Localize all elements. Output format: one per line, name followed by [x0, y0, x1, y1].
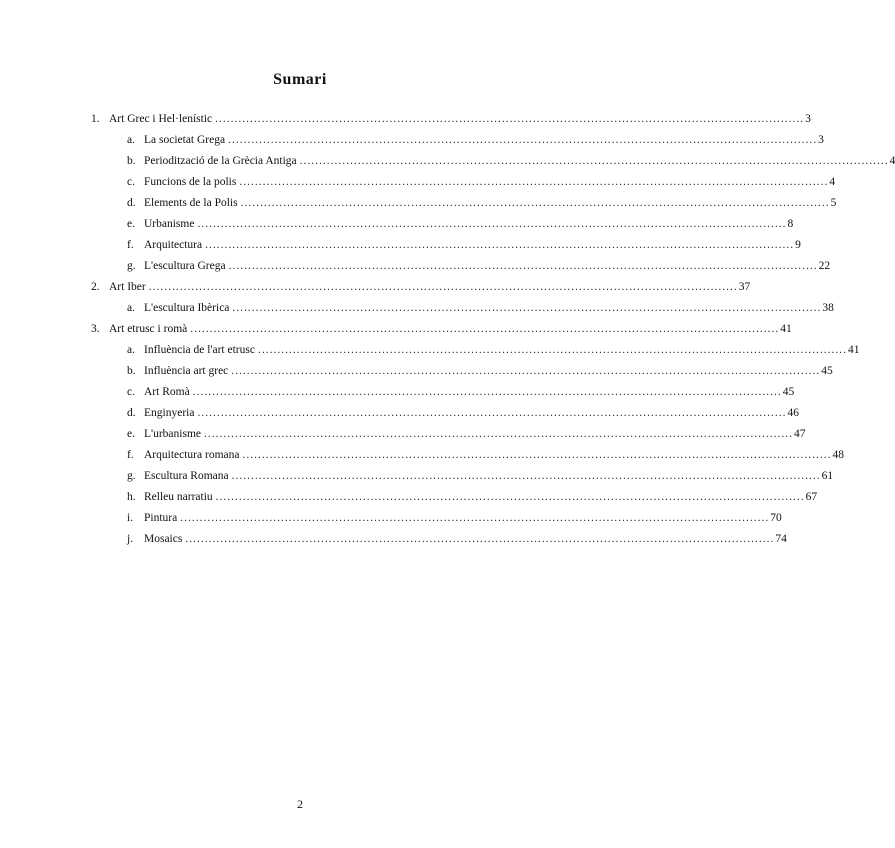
toc-subsection[interactable] — [127, 403, 799, 423]
toc-label: Funcions de la polis — [144, 176, 237, 188]
toc-subsection[interactable] — [127, 445, 844, 465]
toc-subsection[interactable] — [127, 151, 895, 171]
page-title: Sumari — [273, 71, 327, 88]
toc-marker: d. — [127, 407, 136, 419]
toc-section[interactable] — [91, 109, 811, 129]
toc-subsection[interactable] — [127, 172, 836, 192]
toc-marker: a. — [127, 302, 135, 314]
toc-page-number: 48 — [832, 449, 844, 461]
toc-label: Periodització de la Grècia Antiga — [144, 155, 297, 167]
toc-marker: i. — [127, 512, 134, 524]
toc-marker: c. — [127, 386, 135, 398]
toc-subsection[interactable] — [127, 508, 782, 528]
toc-leader: ........................................................................................................................................................ — [197, 218, 787, 230]
toc-label: Art etrusc i romà — [109, 323, 188, 335]
toc-marker: f. — [127, 239, 134, 251]
toc-page-number: 4 — [829, 176, 836, 188]
toc-page-number: 3 — [818, 134, 824, 146]
toc-marker: c. — [127, 176, 135, 188]
toc-page-number: 8 — [787, 218, 794, 230]
toc-label: Art Grec i Hel·lenístic — [109, 113, 213, 125]
toc-subsection[interactable] — [127, 361, 833, 381]
toc-leader: ........................................................................................................................................................ — [190, 323, 780, 335]
toc-subsection[interactable] — [127, 193, 837, 213]
toc-subsection[interactable] — [127, 214, 794, 234]
toc-leader: ........................................................................................................................................................ — [192, 386, 782, 398]
toc-leader: ........................................................................................................................................................ — [257, 344, 847, 356]
toc-page-number: 5 — [830, 197, 837, 209]
toc-page-number: 67 — [805, 491, 818, 503]
toc-leader: ........................................................................................................................................................ — [240, 197, 830, 209]
toc-marker: 1. — [91, 113, 100, 125]
toc-label: Pintura — [144, 512, 178, 524]
toc-label: La societat Grega — [144, 134, 226, 146]
toc-label: L'escultura Ibèrica — [144, 302, 230, 314]
toc-subsection[interactable] — [127, 487, 818, 507]
toc-leader: ........................................................................................................................................................ — [242, 449, 832, 461]
toc-leader: ........................................................................................................................................................ — [205, 239, 795, 251]
toc-marker: f. — [127, 449, 134, 461]
toc-marker: d. — [127, 197, 136, 209]
toc-page-number: 22 — [818, 260, 831, 272]
toc-page-number: 41 — [780, 323, 792, 335]
toc-marker: e. — [127, 428, 135, 440]
toc-leader: ........................................................................................................................................................ — [185, 533, 775, 545]
toc-marker: 3. — [91, 323, 100, 335]
toc-subsection[interactable] — [127, 424, 806, 444]
toc-subsection[interactable] — [127, 130, 824, 150]
toc-label: Arquitectura — [144, 239, 203, 251]
toc-subsection[interactable] — [127, 529, 787, 549]
toc-leader: ........................................................................................................................................................ — [228, 260, 818, 272]
toc-leader: ........................................................................................................................................................ — [197, 407, 787, 419]
toc-page-number: 37 — [738, 281, 751, 293]
toc-page-number: 41 — [847, 344, 860, 356]
toc-label: Enginyeria — [144, 407, 195, 419]
toc-subsection[interactable] — [127, 340, 860, 360]
toc-leader: ........................................................................................................................................................ — [204, 428, 794, 440]
toc-subsection[interactable] — [127, 298, 834, 318]
toc-leader: ........................................................................................................................................................ — [215, 491, 805, 503]
toc-label: Influència art grec — [144, 365, 229, 377]
toc-page-number: 47 — [794, 428, 806, 440]
toc-marker: a. — [127, 344, 135, 356]
toc-page-number: 38 — [822, 302, 834, 314]
toc-page-number: 70 — [770, 512, 782, 524]
toc-label: Arquitectura romana — [144, 449, 240, 461]
toc-marker: g. — [127, 260, 136, 272]
toc-label: L'escultura Grega — [144, 260, 226, 272]
toc-page-number: 9 — [795, 239, 801, 251]
toc-page-number: 61 — [821, 470, 834, 482]
toc-marker: e. — [127, 218, 135, 230]
toc-leader: ........................................................................................................................................................ — [231, 470, 821, 482]
toc-label: Elements de la Polis — [144, 197, 238, 209]
toc-leader: ........................................................................................................................................................ — [215, 113, 805, 125]
page-number: 2 — [297, 797, 303, 811]
toc-section[interactable] — [91, 319, 792, 339]
toc-page-number: 45 — [782, 386, 795, 398]
toc-label: Escultura Romana — [144, 470, 229, 482]
toc-page-number: 74 — [775, 533, 787, 545]
toc-leader: ........................................................................................................................................................ — [239, 176, 829, 188]
toc-subsection[interactable] — [127, 235, 801, 255]
toc-subsection[interactable] — [127, 382, 795, 402]
toc-page-number: 3 — [805, 113, 811, 125]
toc-marker: g. — [127, 470, 136, 482]
toc-marker: b. — [127, 155, 136, 167]
toc-label: L'urbanisme — [144, 428, 202, 440]
toc-marker: a. — [127, 134, 135, 146]
toc-label: Art Romà — [144, 386, 190, 398]
toc-page-number: 45 — [821, 365, 833, 377]
toc-label: Relleu narratiu — [144, 491, 213, 503]
toc-leader: ........................................................................................................................................................ — [231, 365, 821, 377]
toc-marker: 2. — [91, 281, 100, 293]
toc-label: Urbanisme — [144, 218, 195, 230]
toc-label: Mosaics — [144, 533, 183, 545]
toc-leader: ........................................................................................................................................................ — [180, 512, 770, 524]
toc-marker: h. — [127, 491, 136, 503]
toc-label: Art Iber — [109, 281, 146, 293]
toc-marker: j. — [127, 533, 134, 545]
toc-leader: ........................................................................................................................................................ — [232, 302, 822, 314]
toc-section[interactable] — [91, 277, 751, 297]
toc-leader: ........................................................................................................................................................ — [228, 134, 818, 146]
toc-label: Influència de l'art etrusc — [144, 344, 255, 356]
toc-marker: b. — [127, 365, 136, 377]
toc-page-number: 46 — [787, 407, 799, 419]
toc-leader: ........................................................................................................................................................ — [148, 281, 738, 293]
toc-subsection[interactable] — [127, 466, 834, 486]
toc-leader: ........................................................................................................................................................ — [299, 155, 889, 167]
toc-subsection[interactable] — [127, 256, 831, 276]
toc-page-number: 4 — [889, 155, 895, 167]
